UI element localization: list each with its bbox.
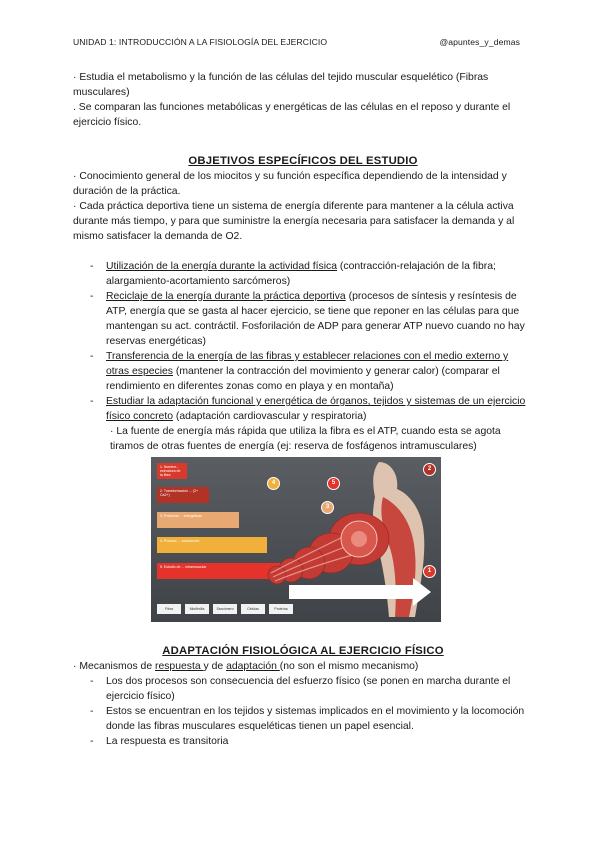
list-item-text: (adaptación cardiovascular y respiratoria)	[173, 411, 367, 422]
lead-underlined-adaptacion: adaptación	[226, 661, 280, 672]
adaptacion-lead	[73, 659, 533, 674]
list-item-text: (mantener la contracción del movimiento y generar calor) (comparar el rendimiento en diferentes zonas como en playa y en montaña)	[106, 366, 500, 392]
page-header	[73, 37, 520, 47]
list-item: - Estos se encuentran en los tejidos y sistemas implicados en el movimiento y la locomoción donde las fibras musculares esqueléticas tienen un papel esencial.	[73, 704, 533, 734]
figure-number-1: 1	[423, 565, 436, 578]
figure-number-3: 3	[321, 501, 334, 514]
list-item	[73, 394, 533, 424]
lead-text: y de	[203, 661, 227, 672]
section-title-objetivos: OBJETIVOS ESPECÍFICOS DEL ESTUDIO	[188, 155, 418, 167]
figure-stage-label: Sarcómero	[213, 604, 237, 614]
section-title-adaptacion: ADAPTACIÓN FISIOLÓGICA AL EJERCICIO FÍSICO	[162, 645, 444, 657]
figure-bar-4: 4. Proceso ... contracción	[157, 537, 267, 553]
intro-paragraph-2: . Se comparan las funciones metabólicas y energéticas de las células en el reposo y durante el ejercicio físico.	[73, 102, 511, 128]
figure-number-5: 5	[327, 477, 340, 490]
atp-note: · La fuente de energía más rápida que utiliza la fibra es el ATP, cuando esta se agota tiramos de otras fuentes de energía (ej: reserva de fosfágenos intramusculares)	[110, 426, 501, 452]
list-item: - Los dos procesos son consecuencia del esfuerzo físico (se ponen en marcha durante el ejercicio físico)	[73, 674, 533, 704]
muscle-illustration	[151, 457, 441, 622]
figure-stage-label: Proteína	[269, 604, 293, 614]
list-item-underlined: Utilización de la energía durante la actividad física	[106, 261, 338, 272]
figure-stage-label: Miofibrilla	[185, 604, 209, 614]
intro-paragraph-1: · Estudia el metabolismo y la función de las células del tejido muscular esquelético (Fibras musculares)	[73, 72, 489, 98]
figure-bar-1: 1. Nombre... estructura de la fibra	[157, 463, 187, 479]
adaptacion-list	[73, 674, 533, 749]
figure-stage-label: Células	[241, 604, 265, 614]
lead-text: · Mecanismos de	[73, 661, 155, 672]
lead-text: (no son el mismo mecanismo)	[279, 661, 419, 672]
list-item-underlined: Transferencia de la energía de las fibras y establecer relaciones con el medio externo y otras especies	[106, 351, 509, 377]
figure-number-4: 4	[267, 477, 280, 490]
objetivos-paragraph-1: · Conocimiento general de los miocitos y su función específica dependiendo de la intensidad y duración de la práctica.	[73, 171, 507, 197]
figure-bar-2: 2. Transformación ... (2+ Ca2+)	[157, 487, 209, 503]
list-item	[73, 289, 533, 349]
list-item	[73, 259, 533, 289]
list-item-underlined: Reciclaje de la energía durante la práctica deportiva	[106, 291, 346, 302]
figure-number-2: 2	[423, 463, 436, 476]
list-item-text: (procesos de síntesis y resíntesis de ATP, energía que se gasta al hacer ejercicio, se tiene que reponer en las células para que mantengan su act. contráctil. Fosforilación de ADP para generar ATP nuevo cuando no hay reservas energéticas)	[106, 291, 525, 347]
muscle-structure-figure	[151, 457, 441, 622]
document-body	[73, 70, 533, 749]
list-item-underlined: Estudiar la adaptación funcional y energética de órganos, tejidos y sistemas de un ejercicio físico concreto	[106, 396, 526, 422]
objetivos-list	[73, 259, 533, 424]
objetivos-paragraph-2: · Cada práctica deportiva tiene un sistema de energía diferente para mantener a la célula activa durante más tiempo, y para que suministre la energía necesaria para satisfacer la demanda y al mismo satisfacer la demanda de O2.	[73, 201, 515, 242]
list-item: - La respuesta es transitoria	[73, 734, 533, 749]
header-title: UNIDAD 1: INTRODUCCIÓN A LA FISIOLOGÍA DEL EJERCICIO	[73, 37, 328, 47]
lead-underlined-respuesta: respuesta	[155, 661, 204, 672]
figure-bar-3: 3. Proteínas ... energéticas	[157, 512, 239, 528]
header-handle: @apuntes_y_demas	[439, 37, 520, 47]
list-item	[73, 349, 533, 394]
list-item-text: (contracción-relajación de la fibra; alargamiento-acortamiento sarcómeros)	[106, 261, 496, 287]
figure-bar-5: 5. Estudio de ... intramuscular	[157, 563, 297, 579]
figure-stage-label: Fibra	[157, 604, 181, 614]
